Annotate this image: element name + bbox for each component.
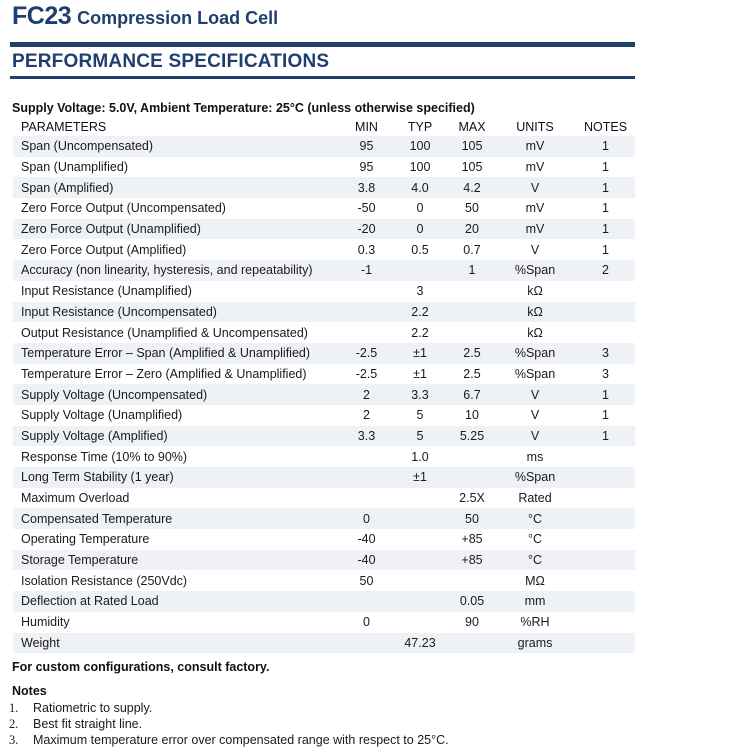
cell-parameters: Supply Voltage (Unamplified) [13, 405, 343, 426]
product-name: Compression Load Cell [77, 8, 279, 28]
title-rule-top [10, 42, 635, 47]
table-row [13, 322, 635, 343]
cell-parameters: Output Resistance (Unamplified & Uncompensated) [13, 322, 343, 343]
column-header-typ: TYP [407, 119, 433, 134]
cell-parameters: Zero Force Output (Amplified) [13, 239, 343, 260]
cell-min: -1 [343, 260, 390, 281]
cell-max: 0.7 [450, 239, 494, 260]
cell-min [343, 467, 390, 488]
cell-parameters: Temperature Error – Span (Amplified & Unamplified) [13, 343, 343, 364]
cell-min: -50 [343, 198, 390, 219]
cell-min [343, 281, 390, 302]
cell-units: °C [494, 550, 576, 571]
section-title: PERFORMANCE SPECIFICATIONS [12, 51, 330, 72]
cell-min: -40 [343, 550, 390, 571]
cell-parameters: Span (Amplified) [13, 177, 343, 198]
cell-min: -2.5 [343, 364, 390, 385]
cell-parameters: Zero Force Output (Unamplified) [13, 219, 343, 240]
table-row [13, 633, 635, 654]
cell-notes [576, 446, 635, 467]
table-row [13, 219, 635, 240]
cell-typ: ±1 [390, 467, 450, 488]
cell-units: grams [494, 633, 576, 654]
cell-max [450, 302, 494, 323]
cell-notes: 1 [576, 157, 635, 178]
cell-parameters: Span (Unamplified) [13, 157, 343, 178]
note-number: 2. [9, 717, 19, 731]
cell-units: kΩ [494, 302, 576, 323]
table-row [13, 550, 635, 571]
cell-units: °C [494, 508, 576, 529]
cell-max: 6.7 [450, 384, 494, 405]
cell-parameters: Deflection at Rated Load [13, 591, 343, 612]
cell-typ: 3 [390, 281, 450, 302]
cell-units: %Span [494, 467, 576, 488]
cell-typ: 4.0 [390, 177, 450, 198]
cell-typ: 5 [390, 426, 450, 447]
cell-parameters: Zero Force Output (Uncompensated) [13, 198, 343, 219]
cell-notes: 2 [576, 260, 635, 281]
cell-units: MΩ [494, 570, 576, 591]
notes-list [9, 700, 449, 748]
cell-typ [390, 260, 450, 281]
table-row [13, 508, 635, 529]
cell-units: V [494, 426, 576, 447]
cell-notes: 1 [576, 136, 635, 157]
cell-max [450, 446, 494, 467]
cell-min: 0.3 [343, 239, 390, 260]
cell-max: +85 [450, 550, 494, 571]
cell-units: V [494, 239, 576, 260]
cell-units: V [494, 384, 576, 405]
cell-max: 105 [450, 157, 494, 178]
cell-units: mV [494, 219, 576, 240]
cell-parameters: Weight [13, 633, 343, 654]
cell-typ: 2.2 [390, 322, 450, 343]
table-row [13, 364, 635, 385]
cell-typ [390, 550, 450, 571]
cell-notes: 1 [576, 219, 635, 240]
cell-notes [576, 529, 635, 550]
table-row [13, 157, 635, 178]
table-row [13, 570, 635, 591]
table-row [13, 239, 635, 260]
table-row [13, 198, 635, 219]
cell-units: Rated [494, 488, 576, 509]
table-body [13, 136, 635, 653]
cell-notes [576, 508, 635, 529]
cell-parameters: Compensated Temperature [13, 508, 343, 529]
cell-max [450, 281, 494, 302]
cell-min [343, 488, 390, 509]
cell-notes: 1 [576, 426, 635, 447]
cell-typ [390, 570, 450, 591]
cell-units: %Span [494, 343, 576, 364]
table-row [13, 467, 635, 488]
cell-min: 0 [343, 612, 390, 633]
cell-units: mV [494, 157, 576, 178]
cell-units: mV [494, 198, 576, 219]
column-header-notes: NOTES [583, 119, 628, 134]
cell-notes: 3 [576, 364, 635, 385]
cell-parameters: Long Term Stability (1 year) [13, 467, 343, 488]
cell-typ: ±1 [390, 364, 450, 385]
cell-typ: 1.0 [390, 446, 450, 467]
cell-max: 2.5 [450, 364, 494, 385]
cell-min [343, 446, 390, 467]
cell-notes [576, 467, 635, 488]
title-rule-bottom [10, 76, 635, 79]
column-header-min: MIN [355, 119, 378, 134]
cell-parameters: Maximum Overload [13, 488, 343, 509]
cell-max [450, 570, 494, 591]
cell-min: -20 [343, 219, 390, 240]
cell-min: 3.8 [343, 177, 390, 198]
cell-typ: 5 [390, 405, 450, 426]
column-header-max: MAX [458, 119, 486, 134]
column-header-parameters: PARAMETERS [21, 119, 107, 134]
cell-max: +85 [450, 529, 494, 550]
cell-min [343, 591, 390, 612]
cell-max: 105 [450, 136, 494, 157]
table-row [13, 281, 635, 302]
cell-notes [576, 322, 635, 343]
cell-parameters: Supply Voltage (Uncompensated) [13, 384, 343, 405]
note-item [9, 732, 449, 748]
cell-notes: 1 [576, 239, 635, 260]
cell-max: 2.5X [450, 488, 494, 509]
cell-typ: 100 [390, 157, 450, 178]
cell-parameters: Accuracy (non linearity, hysteresis, and repeatability) [13, 260, 343, 281]
cell-units: %RH [494, 612, 576, 633]
table-row [13, 405, 635, 426]
notes-heading: Notes [12, 684, 47, 698]
cell-notes [576, 550, 635, 571]
cell-parameters: Supply Voltage (Amplified) [13, 426, 343, 447]
cell-units: ms [494, 446, 576, 467]
note-number: 1. [9, 701, 19, 715]
cell-parameters: Humidity [13, 612, 343, 633]
cell-min: 0 [343, 508, 390, 529]
cell-typ: 2.2 [390, 302, 450, 323]
cell-min [343, 302, 390, 323]
cell-units: mV [494, 136, 576, 157]
note-item [9, 700, 449, 716]
table-row [13, 591, 635, 612]
table-row [13, 136, 635, 157]
cell-notes [576, 591, 635, 612]
table-header-row [13, 117, 635, 136]
cell-units: %Span [494, 364, 576, 385]
cell-min: 3.3 [343, 426, 390, 447]
cell-typ: 0.5 [390, 239, 450, 260]
custom-config-note: For custom configurations, consult factory. [12, 660, 270, 674]
cell-min: 2 [343, 384, 390, 405]
cell-min: 95 [343, 157, 390, 178]
cell-notes [576, 281, 635, 302]
note-text: Ratiometric to supply. [33, 701, 153, 715]
cell-typ: 0 [390, 219, 450, 240]
cell-notes: 1 [576, 198, 635, 219]
cell-max: 50 [450, 508, 494, 529]
cell-typ: ±1 [390, 343, 450, 364]
cell-max: 2.5 [450, 343, 494, 364]
cell-parameters: Operating Temperature [13, 529, 343, 550]
table-row [13, 426, 635, 447]
table-row [13, 302, 635, 323]
cell-max: 20 [450, 219, 494, 240]
cell-notes: 3 [576, 343, 635, 364]
table-row [13, 343, 635, 364]
cell-parameters: Temperature Error – Zero (Amplified & Unamplified) [13, 364, 343, 385]
table-row [13, 446, 635, 467]
cell-units: kΩ [494, 281, 576, 302]
cell-typ: 100 [390, 136, 450, 157]
column-header-units: UNITS [516, 119, 554, 134]
cell-max: 10 [450, 405, 494, 426]
cell-min: 50 [343, 570, 390, 591]
cell-units: mm [494, 591, 576, 612]
cell-max: 1 [450, 260, 494, 281]
cell-notes [576, 488, 635, 509]
table-row [13, 384, 635, 405]
cell-max [450, 467, 494, 488]
cell-min [343, 633, 390, 654]
cell-typ [390, 508, 450, 529]
cell-min: 2 [343, 405, 390, 426]
cell-typ: 3.3 [390, 384, 450, 405]
cell-min [343, 322, 390, 343]
table-row [13, 529, 635, 550]
cell-typ: 0 [390, 198, 450, 219]
cell-units: %Span [494, 260, 576, 281]
cell-parameters: Input Resistance (Uncompensated) [13, 302, 343, 323]
performance-specs-table [13, 117, 635, 653]
cell-units: °C [494, 529, 576, 550]
table-row [13, 177, 635, 198]
cell-max: 50 [450, 198, 494, 219]
cell-typ [390, 612, 450, 633]
cell-max: 90 [450, 612, 494, 633]
cell-max [450, 322, 494, 343]
cell-notes: 1 [576, 405, 635, 426]
cell-max [450, 633, 494, 654]
cell-typ [390, 529, 450, 550]
note-number: 3. [9, 733, 19, 747]
test-conditions: Supply Voltage: 5.0V, Ambient Temperature: 25°C (unless otherwise specified) [12, 101, 475, 115]
table-row [13, 260, 635, 281]
cell-parameters: Input Resistance (Unamplified) [13, 281, 343, 302]
cell-notes [576, 302, 635, 323]
table-row [13, 488, 635, 509]
cell-notes: 1 [576, 384, 635, 405]
cell-notes [576, 633, 635, 654]
cell-parameters: Isolation Resistance (250Vdc) [13, 570, 343, 591]
note-text: Maximum temperature error over compensated range with respect to 25°C. [33, 733, 449, 747]
cell-notes [576, 612, 635, 633]
cell-notes [576, 570, 635, 591]
page-title [12, 2, 278, 31]
cell-parameters: Response Time (10% to 90%) [13, 446, 343, 467]
cell-notes: 1 [576, 177, 635, 198]
cell-max: 5.25 [450, 426, 494, 447]
cell-parameters: Storage Temperature [13, 550, 343, 571]
note-item [9, 716, 449, 732]
cell-units: V [494, 405, 576, 426]
cell-min: 95 [343, 136, 390, 157]
table-row [13, 612, 635, 633]
cell-min: -2.5 [343, 343, 390, 364]
cell-units: kΩ [494, 322, 576, 343]
cell-units: V [494, 177, 576, 198]
cell-parameters: Span (Uncompensated) [13, 136, 343, 157]
cell-max: 4.2 [450, 177, 494, 198]
cell-typ [390, 488, 450, 509]
cell-min: -40 [343, 529, 390, 550]
cell-typ [390, 591, 450, 612]
note-text: Best fit straight line. [33, 717, 143, 731]
cell-typ: 47.23 [390, 633, 450, 654]
cell-max: 0.05 [450, 591, 494, 612]
model-number: FC23 [12, 2, 72, 30]
